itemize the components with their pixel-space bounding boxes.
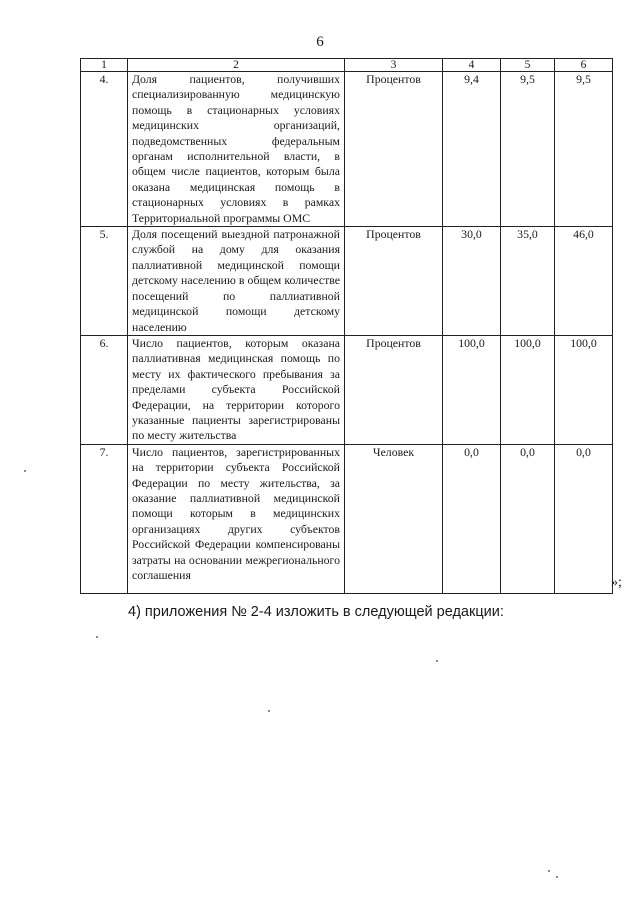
row-description: Число пациентов, которым оказана паллиативная медицинская помощь по месту их фактического пребывания за пределами субъекта Российской Федерации, на территории которого указанные пациенты зарегистрированы по месту жительства — [128, 335, 345, 444]
row-number: 4. — [81, 72, 128, 227]
scan-speck — [436, 660, 438, 662]
column-header: 6 — [555, 59, 613, 72]
scan-speck — [268, 710, 270, 712]
row-value-1: 30,0 — [443, 227, 501, 336]
scan-speck — [24, 470, 26, 472]
scan-speck — [548, 870, 550, 872]
closing-quote-mark: »; — [611, 575, 622, 590]
column-header: 4 — [443, 59, 501, 72]
row-number: 6. — [81, 335, 128, 444]
row-value-2: 9,5 — [501, 72, 555, 227]
scan-speck — [96, 636, 98, 638]
row-value-1: 9,4 — [443, 72, 501, 227]
amendment-instruction: 4) приложения № 2-4 изложить в следующей редакции: — [128, 604, 504, 620]
indicators-table — [80, 58, 613, 594]
row-description: Число пациентов, зарегистрированных на территории субъекта Российской Федерации по месту жительства, за оказание паллиативной медицинской помощи которым в медицинских организациях других субъектов Российской Федерации компенсированы затраты на основании межрегионального соглашения — [128, 444, 345, 593]
row-unit: Процентов — [345, 335, 443, 444]
table-row — [81, 227, 613, 336]
column-header: 5 — [501, 59, 555, 72]
column-header: 2 — [128, 59, 345, 72]
row-description: Доля пациентов, получивших специализированную медицинскую помощь в стационарных условиях медицинских организаций, подведомственных федеральным органам исполнительной власти, в общем числе пациентов, которым была оказана медицинская помощь в стационарных условиях в рамках Территориальной программы ОМС — [128, 72, 345, 227]
table-header-row — [81, 59, 613, 72]
row-value-3: 100,0 — [555, 335, 613, 444]
column-header: 3 — [345, 59, 443, 72]
row-unit: Человек — [345, 444, 443, 593]
row-value-2: 0,0 — [501, 444, 555, 593]
row-unit: Процентов — [345, 227, 443, 336]
row-value-3: 0,0 — [555, 444, 613, 593]
row-unit: Процентов — [345, 72, 443, 227]
row-number: 5. — [81, 227, 128, 336]
row-description: Доля посещений выездной патронажной службой на дому для оказания паллиативной медицинской помощи детскому населению в общем количестве посещений по паллиативной медицинской помощи детскому населению — [128, 227, 345, 336]
page-number: 6 — [316, 34, 324, 50]
row-value-1: 0,0 — [443, 444, 501, 593]
row-value-3: 9,5 — [555, 72, 613, 227]
scan-speck — [556, 876, 558, 878]
row-value-3: 46,0 — [555, 227, 613, 336]
row-value-1: 100,0 — [443, 335, 501, 444]
row-value-2: 100,0 — [501, 335, 555, 444]
row-value-2: 35,0 — [501, 227, 555, 336]
table-row — [81, 444, 613, 593]
table-row — [81, 72, 613, 227]
table-row — [81, 335, 613, 444]
row-number: 7. — [81, 444, 128, 593]
column-header: 1 — [81, 59, 128, 72]
